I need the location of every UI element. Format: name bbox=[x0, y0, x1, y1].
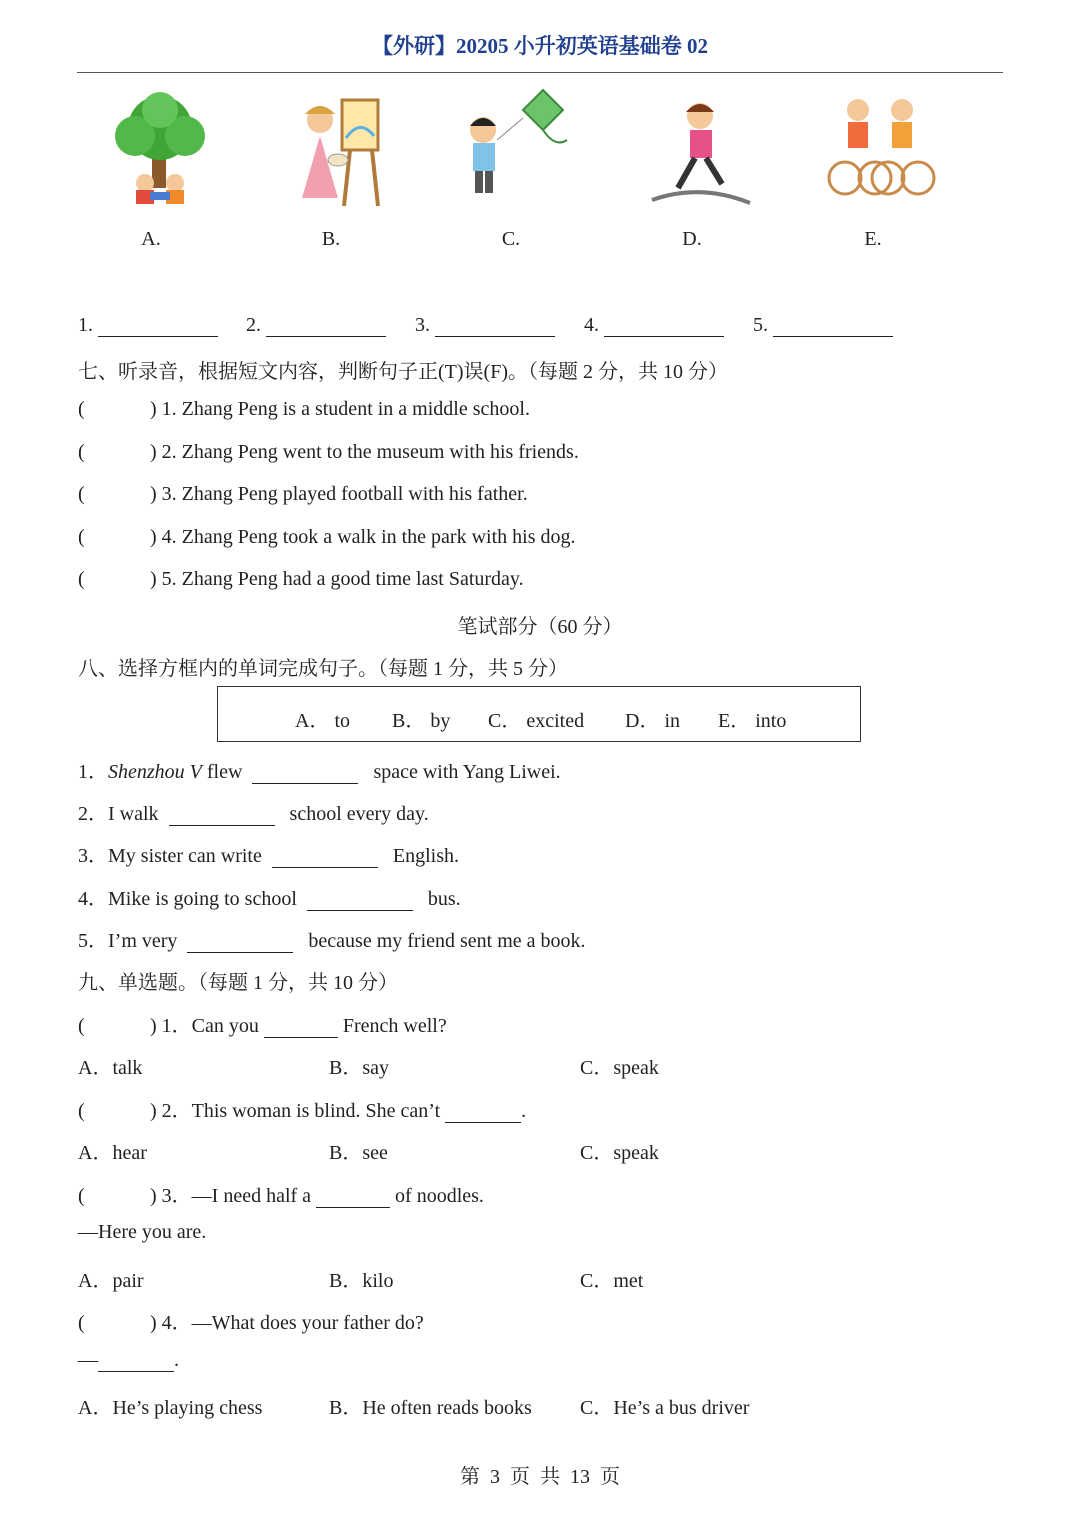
mc-option-4b[interactable]: B．He often reads books bbox=[329, 1397, 532, 1419]
mc-option-4c[interactable]: C．He’s a bus driver bbox=[580, 1397, 750, 1419]
mc-reply-4 bbox=[78, 1349, 179, 1372]
mc-option-1a[interactable]: A．talk bbox=[78, 1057, 143, 1079]
answer-line bbox=[773, 318, 893, 337]
header-divider bbox=[77, 72, 1003, 73]
fill-item-number: 5． bbox=[78, 930, 108, 952]
picture-label-d: D. bbox=[682, 228, 702, 250]
mc-answer-slot[interactable]: ( bbox=[78, 1312, 85, 1334]
tf-item-3 bbox=[78, 483, 528, 506]
tf-statement: ) 2. Zhang Peng went to the museum with his friends. bbox=[150, 441, 579, 463]
picture-label-b: B. bbox=[321, 228, 341, 250]
word-option-a: A． to bbox=[295, 710, 350, 732]
picture-label-c: C. bbox=[501, 228, 521, 250]
fill-item-after: school every day. bbox=[289, 803, 429, 825]
answer-line bbox=[435, 318, 555, 337]
fill-blank[interactable] bbox=[252, 765, 358, 784]
fill-item-before: My sister can write bbox=[108, 845, 262, 867]
section7-title: 七、听录音，根据短文内容，判断句子正(T)误(F)。（每题 2 分，共 10 分） bbox=[78, 361, 728, 383]
fill-item-5 bbox=[78, 924, 586, 953]
fill-item-number: 4． bbox=[78, 888, 108, 910]
section9-title: 九、单选题。（每题 1 分，共 10 分） bbox=[78, 972, 398, 994]
answer-blank-number: 4. bbox=[584, 314, 599, 336]
fill-item-number: 2． bbox=[78, 803, 108, 825]
mc-option-3b[interactable]: B．kilo bbox=[329, 1270, 394, 1292]
answer-blank-number: 1. bbox=[78, 314, 93, 336]
picture-label-a: A. bbox=[141, 228, 161, 250]
running-girl-icon bbox=[640, 88, 760, 213]
answer-line bbox=[604, 318, 724, 337]
mc-stem: ) 4．—What does your father do? bbox=[150, 1312, 424, 1334]
fill-item-after: bus. bbox=[427, 888, 461, 910]
fill-item-after: English. bbox=[392, 845, 459, 867]
kite-boy-icon bbox=[455, 88, 575, 213]
tf-answer-slot[interactable]: ( bbox=[78, 483, 85, 505]
painting-girl-icon bbox=[280, 88, 400, 213]
tf-item-5 bbox=[78, 568, 524, 591]
answer-blank-1[interactable] bbox=[78, 314, 218, 337]
fill-item-before: flew bbox=[201, 761, 243, 783]
fill-item-number: 1． bbox=[78, 761, 108, 783]
answer-blank-3[interactable] bbox=[415, 314, 555, 337]
mc-reply-end: . bbox=[174, 1349, 179, 1371]
fill-blank[interactable] bbox=[272, 849, 378, 868]
written-part-title: 笔试部分（60 分） bbox=[457, 616, 623, 638]
fill-item-before: I’m very bbox=[108, 930, 178, 952]
mc-stem-end: French well? bbox=[342, 1015, 447, 1037]
word-option-c: C． excited bbox=[488, 710, 585, 732]
answer-blank-number: 3. bbox=[415, 314, 430, 336]
tf-item-2 bbox=[78, 441, 579, 464]
tf-item-1 bbox=[78, 398, 530, 421]
word-option-e: E． into bbox=[718, 710, 787, 732]
mc-option-1c[interactable]: C．speak bbox=[580, 1057, 659, 1079]
mc-option-4a[interactable]: A．He’s playing chess bbox=[78, 1397, 263, 1419]
fill-item-before: Mike is going to school bbox=[108, 888, 297, 910]
mc-option-2c[interactable]: C．speak bbox=[580, 1142, 659, 1164]
tf-answer-slot[interactable]: ( bbox=[78, 568, 85, 590]
mc-question-2 bbox=[78, 1094, 526, 1123]
mc-option-3a[interactable]: A．pair bbox=[78, 1270, 144, 1292]
cycling-kids-icon bbox=[820, 88, 940, 213]
tf-statement: ) 5. Zhang Peng had a good time last Saturday. bbox=[150, 568, 524, 590]
mc-option-2b[interactable]: B．see bbox=[329, 1142, 388, 1164]
answer-blank-4[interactable] bbox=[584, 314, 724, 337]
tree-reading-icon bbox=[100, 88, 220, 213]
answer-blank-5[interactable] bbox=[753, 314, 893, 337]
answer-blank-number: 5. bbox=[753, 314, 768, 336]
mc-reply-3: —Here you are. bbox=[78, 1221, 207, 1243]
answer-line bbox=[266, 318, 386, 337]
fill-item-1 bbox=[78, 755, 561, 784]
mc-blank bbox=[264, 1019, 338, 1038]
tf-item-4 bbox=[78, 526, 576, 549]
mc-stem: ) 2．This woman is blind. She can’t bbox=[150, 1100, 441, 1122]
mc-reply-dash: — bbox=[78, 1349, 98, 1371]
mc-blank bbox=[98, 1353, 174, 1372]
page-number-footer: 第 3 页 共 13 页 bbox=[460, 1466, 620, 1488]
fill-item-italic: Shenzhou V bbox=[108, 761, 202, 783]
mc-question-3 bbox=[78, 1179, 484, 1208]
mc-answer-slot[interactable]: ( bbox=[78, 1185, 85, 1207]
tf-answer-slot[interactable]: ( bbox=[78, 526, 85, 548]
mc-stem: ) 3．—I need half a bbox=[150, 1185, 312, 1207]
tf-answer-slot[interactable]: ( bbox=[78, 441, 85, 463]
answer-blank-2[interactable] bbox=[246, 314, 386, 337]
fill-item-2 bbox=[78, 797, 429, 826]
tf-statement: ) 3. Zhang Peng played football with his father. bbox=[150, 483, 528, 505]
fill-blank[interactable] bbox=[187, 934, 293, 953]
mc-answer-slot[interactable]: ( bbox=[78, 1100, 85, 1122]
word-option-b: B． by bbox=[392, 710, 451, 732]
picture-label-e: E. bbox=[864, 228, 882, 250]
page-header-title: 【外研】20205 小升初英语基础卷 02 bbox=[372, 34, 708, 58]
mc-answer-slot[interactable]: ( bbox=[78, 1015, 85, 1037]
fill-item-4 bbox=[78, 882, 461, 911]
tf-answer-slot[interactable]: ( bbox=[78, 398, 85, 420]
mc-stem: ) 1．Can you bbox=[150, 1015, 259, 1037]
fill-blank[interactable] bbox=[307, 892, 413, 911]
word-option-d: D． in bbox=[625, 710, 680, 732]
mc-question-1 bbox=[78, 1009, 447, 1038]
mc-stem-end: of noodles. bbox=[395, 1185, 484, 1207]
section8-title: 八、选择方框内的单词完成句子。（每题 1 分，共 5 分） bbox=[78, 658, 568, 680]
fill-item-3 bbox=[78, 839, 459, 868]
mc-option-3c[interactable]: C．met bbox=[580, 1270, 644, 1292]
mc-option-1b[interactable]: B．say bbox=[329, 1057, 389, 1079]
tf-statement: ) 1. Zhang Peng is a student in a middle school. bbox=[150, 398, 530, 420]
tf-statement: ) 4. Zhang Peng took a walk in the park with his dog. bbox=[150, 526, 576, 548]
fill-blank[interactable] bbox=[169, 807, 275, 826]
fill-item-number: 3． bbox=[78, 845, 108, 867]
mc-stem-end: . bbox=[521, 1100, 527, 1122]
mc-question-4 bbox=[78, 1306, 424, 1335]
answer-line bbox=[98, 318, 218, 337]
answer-blank-number: 2. bbox=[246, 314, 261, 336]
fill-item-after: space with Yang Liwei. bbox=[373, 761, 561, 783]
mc-blank bbox=[445, 1104, 521, 1123]
fill-item-after: because my friend sent me a book. bbox=[308, 930, 586, 952]
mc-option-2a[interactable]: A．hear bbox=[78, 1142, 147, 1164]
mc-blank bbox=[316, 1189, 390, 1208]
fill-item-before: I walk bbox=[108, 803, 159, 825]
